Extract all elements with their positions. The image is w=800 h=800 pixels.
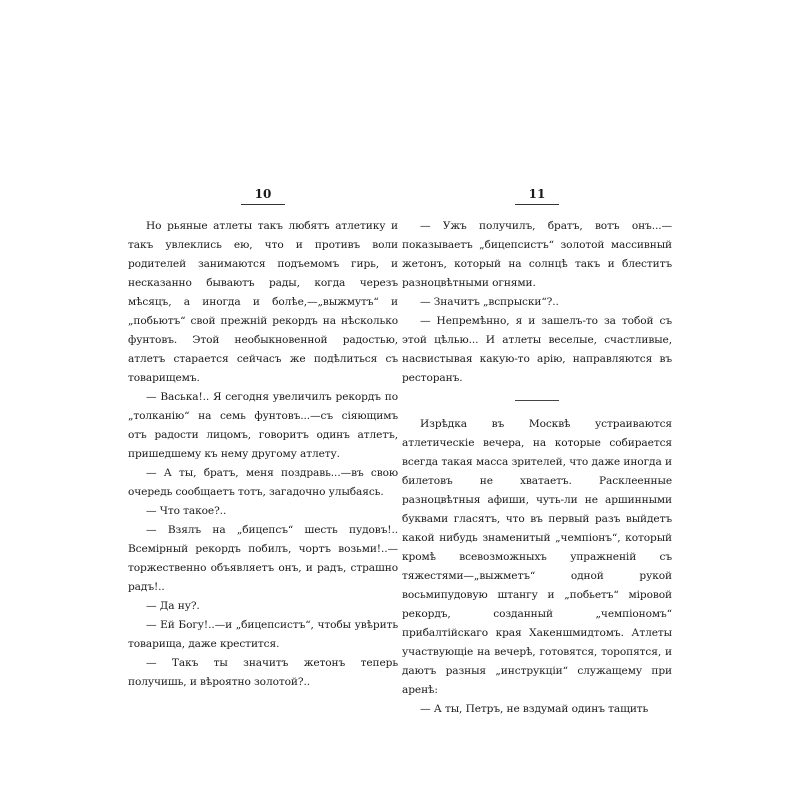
right-page-text <box>402 217 672 719</box>
section-divider <box>515 400 559 401</box>
paragraph: — Да ну?. <box>146 600 200 612</box>
paragraph: — А ты, братъ, меня поздравь...—въ свою очередь сообщаетъ тотъ, загадочно улыбаясь. <box>128 467 398 498</box>
left-page-text <box>128 217 398 692</box>
page-number-rule-left <box>241 204 285 205</box>
paragraph: — Непремѣнно, я и зашелъ-то за тобой съ этой цѣлью... И атлеты веселые, счастливые, насвистывая какую-то арію, направляются въ ресторанъ. <box>402 315 672 384</box>
page-number-rule-right <box>515 204 559 205</box>
paragraph: — Что такое?.. <box>146 505 227 517</box>
right-page <box>402 186 672 719</box>
paragraph: — Ужъ получилъ, братъ, вотъ онъ...— показываетъ „бицепсистъ“ золотой массивный жетонъ, который на солнцѣ такъ и блеститъ разноцвѣтными огнями. <box>402 220 672 289</box>
paragraph: — Такъ ты значитъ жетонъ теперь получишь, и вѣроятно золотой?.. <box>128 657 398 688</box>
paragraph: Изрѣдка въ Москвѣ устраиваются атлетическіе вечера, на которые собирается всегда такая масса зрителей, что даже иногда и билетовъ не хватаетъ. Расклеенные разноцвѣтныя афиши, чуть-ли не аршинными буквами гласятъ, что въ первый разъ выйдетъ какой нибудь знаменитый „чемпіонъ“, который кромѣ всевозможныхъ упражненій съ тяжестями—„выжметъ“ одной рукой восьмипудовую штангу и „побьетъ“ міровой рекордъ, созданный „чемпіономъ“ прибалтійскаго края Хакеншмидтомъ. Атлеты участвующіе на вечерѣ, готовятся, торопятся, и даютъ разныя „инструкціи“ служащему при аренѣ: <box>402 418 672 696</box>
page-number-left: 10 <box>254 187 272 201</box>
left-page <box>128 186 398 692</box>
paragraph: — Ей Богу!..—и „бицепсистъ“, чтобы увѣрить товарища, даже крестится. <box>128 619 398 650</box>
paragraph: — Значитъ „вспрыски“?.. <box>420 296 559 308</box>
page-number-right: 11 <box>528 187 546 201</box>
paragraph: — Взялъ на „бицепсъ“ шесть пудовъ!.. Всемірный рекордъ побилъ, чортъ возьми!..— торжественно объявляетъ онъ, и радъ, страшно радъ!.. <box>128 524 398 593</box>
paragraph: — А ты, Петръ, не вздумай одинъ тащить <box>420 703 649 715</box>
paragraph: Но рьяные атлеты такъ любятъ атлетику и такъ увлеклись ею, что и противъ воли родителей занимаются подъемомъ гирь, и несказанно бываютъ рады, когда черезъ мѣсяцъ, а иногда и болѣе,—„выжмутъ“ и „побьютъ“ свой прежній рекордъ на нѣсколько фунтовъ. Этой необыкновенной радостью, атлетъ старается сейчасъ же подѣлиться съ товарищемъ. <box>128 220 398 384</box>
paragraph: — Васька!.. Я сегодня увеличилъ рекордъ по „толканію“ на семь фунтовъ...—съ сіяющимъ отъ радости лицомъ, говоритъ одинъ атлетъ, пришедшему къ нему другому атлету. <box>128 391 398 460</box>
